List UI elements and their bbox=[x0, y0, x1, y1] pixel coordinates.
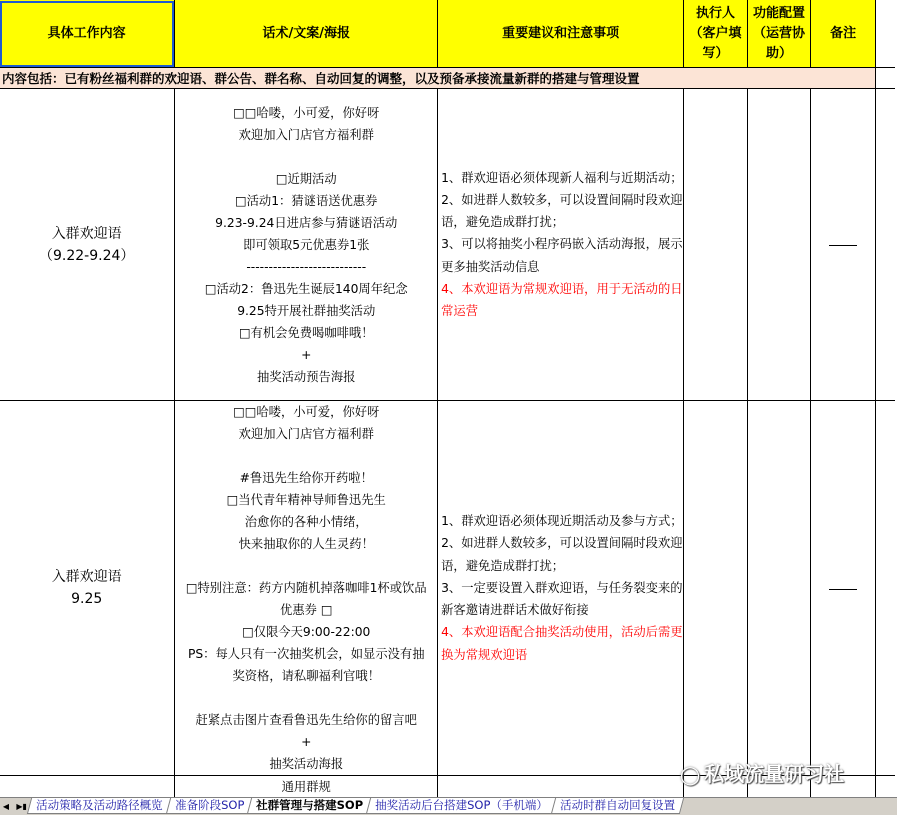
copy-line bbox=[175, 146, 437, 168]
copy-line: □活动2：鲁迅先生诞辰140周年纪念 bbox=[204, 281, 408, 296]
empty-cell[interactable] bbox=[875, 401, 895, 776]
copy-line: □有机会免费喝咖啡哦！ bbox=[238, 325, 374, 340]
tip-item: 2、如进群人数较多，可以设置间隔时段欢迎语，避免造成群打扰； bbox=[441, 192, 683, 230]
header-cell-copy[interactable]: 话术/文案/海报 bbox=[175, 0, 438, 68]
copy-line bbox=[175, 445, 437, 467]
copy-line: □活动1：猜谜语送优惠券 bbox=[235, 193, 378, 208]
copy-line: PS：每人只有一次抽奖机会，如显示没有抽 bbox=[187, 647, 425, 661]
sheet-tab[interactable]: 社群管理与搭建SOP bbox=[247, 798, 372, 814]
watermark-text: 私域流量研习社 bbox=[704, 762, 845, 786]
header-cell-tips[interactable]: 重要建议和注意事项 bbox=[438, 0, 684, 68]
tip-item: 2、如进群人数较多，可以设置间隔时段欢迎语，避免造成群打扰； bbox=[441, 536, 683, 573]
item-cell[interactable] bbox=[0, 401, 175, 776]
copy-line: □仅限今天9:00-22:00 bbox=[242, 625, 371, 639]
note-row bbox=[0, 68, 895, 89]
empty-cell[interactable] bbox=[875, 0, 895, 68]
sheet-tab[interactable]: 准备阶段SOP bbox=[166, 798, 254, 814]
copy-line bbox=[175, 555, 437, 577]
copy-line: 优惠券 □ bbox=[280, 603, 333, 617]
copy-line: 9.25特开展社群抽奖活动 bbox=[237, 303, 376, 318]
copy-line: □特别注意：药方内随机掉落咖啡1杯或饮品 bbox=[185, 581, 427, 595]
item-cell[interactable] bbox=[0, 776, 175, 798]
copy-lines bbox=[175, 401, 437, 775]
table-row bbox=[0, 89, 895, 401]
copy-cell[interactable] bbox=[175, 89, 438, 401]
copy-cell[interactable] bbox=[175, 401, 438, 776]
header-cell-work[interactable]: 具体工作内容 bbox=[0, 0, 175, 68]
item-subtitle: 9.25 bbox=[71, 591, 103, 607]
copy-line: 欢迎加入门店官方福利群 bbox=[238, 427, 374, 441]
item-title: 入群欢迎语 bbox=[51, 225, 122, 242]
copy-line: + bbox=[301, 735, 312, 749]
tips-cell[interactable] bbox=[438, 401, 684, 776]
copy-cell[interactable] bbox=[175, 776, 438, 798]
header-cell-executor[interactable]: 执行人（客户填写） bbox=[684, 0, 748, 68]
copy-line: --------------------------- bbox=[246, 259, 367, 274]
remark-cell[interactable] bbox=[811, 401, 876, 776]
copy-line: 奖资格，请私聊福利官哦！ bbox=[232, 669, 381, 683]
sheet-tab-bar bbox=[0, 797, 897, 815]
executor-cell[interactable] bbox=[684, 89, 748, 401]
table-row bbox=[0, 401, 895, 776]
tips-cell[interactable] bbox=[438, 89, 684, 401]
remark-dash bbox=[829, 589, 857, 590]
copy-line: 快来抽取你的人生灵药！ bbox=[238, 537, 374, 551]
tip-item: 3、一定要设置入群欢迎语，与任务裂变来的新客邀请进群话术做好衔接 bbox=[441, 580, 683, 618]
copy-line: 欢迎加入门店官方福利群 bbox=[238, 127, 374, 142]
wechat-icon: ◯ bbox=[680, 765, 701, 786]
copy-line: □□哈喽，小可爱，你好呀 bbox=[233, 105, 380, 120]
copy-line: 赶紧点击图片查看鲁迅先生给你的留言吧 bbox=[195, 713, 417, 727]
item-title: 入群欢迎语 bbox=[51, 569, 122, 585]
header-cell-remark[interactable]: 备注 bbox=[811, 0, 876, 68]
copy-line: #鲁迅先生给你开药啦！ bbox=[239, 471, 373, 485]
sheet-tab[interactable]: 抽奖活动后台搭建SOP（手机端） bbox=[366, 798, 557, 814]
copy-line: 抽奖活动海报 bbox=[269, 757, 344, 771]
executor-cell[interactable] bbox=[684, 401, 748, 776]
copy-line: 治愈你的各种小情绪， bbox=[244, 515, 368, 529]
copy-line: □近期活动 bbox=[275, 171, 337, 186]
remark-dash bbox=[829, 245, 857, 246]
header-row bbox=[0, 0, 895, 68]
copy-lines bbox=[175, 102, 437, 388]
sheet-tab[interactable]: 活动时群自动回复设置 bbox=[551, 798, 684, 814]
copy-line: 通用群规 bbox=[281, 780, 331, 794]
copy-line: 9.23-9.24日进店参与猜谜语活动 bbox=[215, 215, 398, 230]
tip-item: 1、群欢迎语必须体现新人福利与近期活动； bbox=[441, 170, 683, 185]
tab-scroll-left-icon[interactable]: ◀ bbox=[2, 802, 10, 811]
copy-line bbox=[175, 687, 437, 709]
sheet-tabs bbox=[31, 798, 682, 812]
empty-cell[interactable] bbox=[875, 776, 895, 798]
tips-cell[interactable] bbox=[438, 776, 684, 798]
tip-item: 1、群欢迎语必须体现近期活动及参与方式； bbox=[441, 514, 683, 529]
config-cell[interactable] bbox=[747, 401, 811, 776]
item-cell[interactable] bbox=[0, 89, 175, 401]
copy-line: □当代青年精神导师鲁迅先生 bbox=[226, 493, 386, 507]
item-subtitle: （9.22-9.24） bbox=[38, 247, 135, 264]
config-cell[interactable] bbox=[747, 89, 811, 401]
copy-line: + bbox=[301, 347, 312, 362]
remark-cell[interactable] bbox=[811, 89, 876, 401]
tab-scroll-right-icon[interactable]: ▶▮ bbox=[16, 802, 27, 811]
header-cell-config[interactable]: 功能配置（运营协助） bbox=[747, 0, 811, 68]
empty-cell[interactable] bbox=[875, 89, 895, 401]
note-cell[interactable]: 内容包括：已有粉丝福利群的欢迎语、群公告、群名称、自动回复的调整，以及预备承接流量新群的搭建与管理设置 bbox=[0, 68, 875, 89]
watermark bbox=[680, 758, 844, 787]
tip-item: 3、可以将抽奖小程序码嵌入活动海报，展示更多抽奖活动信息 bbox=[441, 237, 683, 274]
copy-line: 即可领取5元优惠券1张 bbox=[243, 237, 370, 252]
tip-item-red: 4、本欢迎语为常规欢迎语，用于无活动的日常运营 bbox=[441, 281, 683, 318]
sheet-tab[interactable]: 活动策略及活动路径概览 bbox=[27, 798, 172, 814]
tip-item-red: 4、本欢迎语配合抽奖活动使用，活动后需更换为常规欢迎语 bbox=[441, 625, 683, 662]
copy-line: 抽奖活动预告海报 bbox=[257, 369, 356, 384]
copy-line: □□哈喽，小可爱，你好呀 bbox=[233, 405, 380, 419]
empty-cell[interactable] bbox=[875, 68, 895, 89]
